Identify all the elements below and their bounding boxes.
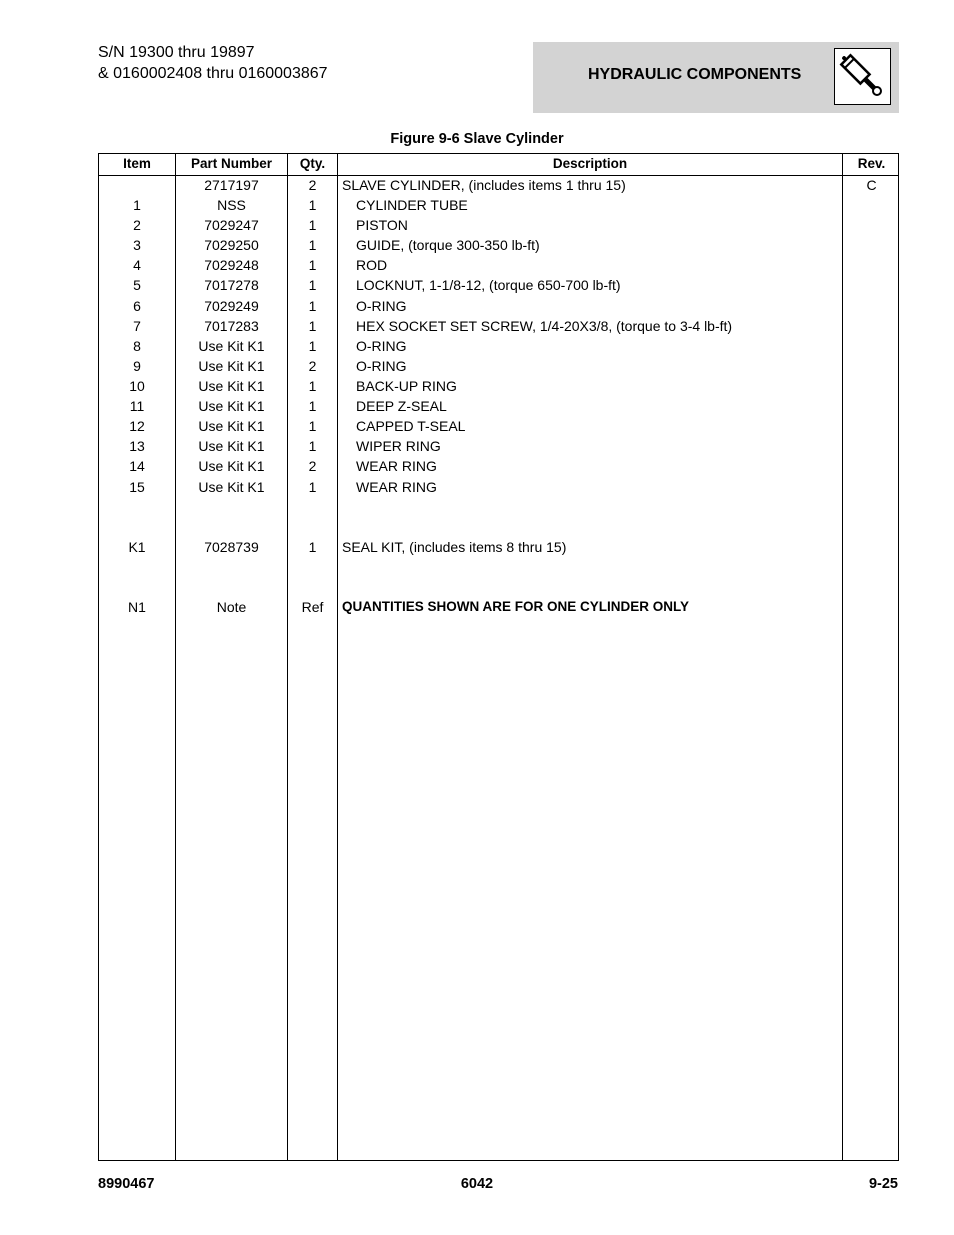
col-header-qty: Qty. bbox=[299, 156, 326, 171]
item-cell: 1 bbox=[133, 197, 141, 213]
col-header-description: Description bbox=[552, 156, 628, 171]
table-row bbox=[99, 196, 898, 216]
qty-cell: 1 bbox=[308, 398, 317, 414]
qty-cell: 1 bbox=[308, 338, 317, 354]
section-title: HYDRAULIC COMPONENTS bbox=[588, 66, 802, 83]
description-cell: O-RING bbox=[356, 298, 407, 314]
rev-cell: C bbox=[866, 177, 877, 193]
table-row bbox=[99, 256, 898, 276]
description-cell: ROD bbox=[356, 257, 388, 273]
description-cell: LOCKNUT, 1-1/8-12, (torque 650-700 lb-ft) bbox=[356, 277, 621, 293]
table-row bbox=[99, 417, 898, 437]
item-cell: 14 bbox=[129, 458, 145, 474]
col-header-item: Item bbox=[123, 156, 151, 171]
table-row bbox=[99, 397, 898, 417]
part-number-cell: 7029247 bbox=[204, 217, 259, 233]
qty-cell: 1 bbox=[308, 378, 317, 394]
table-row bbox=[99, 457, 898, 477]
description-cell: WIPER RING bbox=[356, 438, 441, 454]
qty-cell: 1 bbox=[308, 298, 317, 314]
qty-cell: 1 bbox=[308, 197, 317, 213]
table-row bbox=[99, 478, 898, 498]
description-cell: O-RING bbox=[356, 358, 407, 374]
item-cell: 11 bbox=[129, 398, 145, 414]
footer-model: 6042 bbox=[460, 1176, 494, 1192]
col-header-part-number: Part Number bbox=[190, 156, 273, 171]
table-row bbox=[99, 236, 898, 256]
qty-cell: 1 bbox=[308, 418, 317, 434]
description-cell: SLAVE CYLINDER, (includes items 1 thru 15) bbox=[342, 177, 626, 193]
item-cell: 7 bbox=[133, 318, 141, 334]
part-number-cell: 7017283 bbox=[204, 318, 259, 334]
description-cell: HEX SOCKET SET SCREW, 1/4-20X3/8, (torque to 3-4 lb-ft) bbox=[356, 318, 733, 334]
description-cell: SEAL KIT, (includes items 8 thru 15) bbox=[342, 539, 567, 555]
part-number-cell: Use Kit K1 bbox=[198, 398, 265, 414]
description-cell: WEAR RING bbox=[356, 458, 437, 474]
part-number-cell: 7017278 bbox=[204, 277, 259, 293]
section-banner bbox=[533, 42, 899, 113]
item-cell: 5 bbox=[133, 277, 141, 293]
qty-cell: 2 bbox=[308, 177, 317, 193]
qty-cell: 1 bbox=[308, 479, 317, 495]
qty-cell: 1 bbox=[308, 217, 317, 233]
description-cell: QUANTITIES SHOWN ARE FOR ONE CYLINDER ONLY bbox=[342, 599, 690, 614]
part-number-cell: Use Kit K1 bbox=[198, 378, 265, 394]
item-cell: 10 bbox=[129, 378, 145, 394]
description-cell: CYLINDER TUBE bbox=[356, 197, 468, 213]
table-row bbox=[99, 538, 898, 558]
description-cell: WEAR RING bbox=[356, 479, 437, 495]
part-number-cell: Use Kit K1 bbox=[198, 438, 265, 454]
item-cell: 4 bbox=[133, 257, 141, 273]
part-number-cell: 7029249 bbox=[204, 298, 259, 314]
description-cell: DEEP Z-SEAL bbox=[356, 398, 447, 414]
qty-cell: 2 bbox=[308, 358, 317, 374]
col-header-rev: Rev. bbox=[857, 156, 886, 171]
table-row bbox=[99, 357, 898, 377]
description-cell: BACK-UP RING bbox=[356, 378, 457, 394]
serial-range bbox=[98, 42, 328, 84]
part-number-cell: Use Kit K1 bbox=[198, 338, 265, 354]
item-cell: 9 bbox=[133, 358, 141, 374]
item-cell: 13 bbox=[129, 438, 145, 454]
description-cell: O-RING bbox=[356, 338, 407, 354]
table-row bbox=[99, 437, 898, 457]
figure-title: Figure 9-6 Slave Cylinder bbox=[390, 131, 564, 147]
item-cell: 8 bbox=[133, 338, 141, 354]
item-cell: 6 bbox=[133, 298, 141, 314]
description-cell: GUIDE, (torque 300-350 lb-ft) bbox=[356, 237, 540, 253]
description-cell: PISTON bbox=[356, 217, 408, 233]
table-row bbox=[99, 337, 898, 357]
parts-table bbox=[98, 153, 899, 1161]
table-row bbox=[99, 216, 898, 236]
qty-cell: 1 bbox=[308, 438, 317, 454]
table-row bbox=[99, 598, 898, 618]
table-row bbox=[99, 176, 898, 196]
table-row bbox=[99, 276, 898, 296]
part-number-cell: Use Kit K1 bbox=[198, 458, 265, 474]
qty-cell: 2 bbox=[308, 458, 317, 474]
part-number-cell: Use Kit K1 bbox=[198, 479, 265, 495]
part-number-cell: NSS bbox=[217, 197, 246, 213]
table-row bbox=[99, 297, 898, 317]
part-number-cell: 7029250 bbox=[204, 237, 259, 253]
table-row bbox=[99, 317, 898, 337]
item-cell: 15 bbox=[129, 479, 145, 495]
item-cell: N1 bbox=[128, 599, 146, 615]
qty-cell: 1 bbox=[308, 277, 317, 293]
part-number-cell: 7029248 bbox=[204, 257, 259, 273]
qty-cell: 1 bbox=[308, 539, 317, 555]
qty-cell: Ref bbox=[301, 599, 324, 615]
serial-line-2: & 0160002408 thru 0160003867 bbox=[98, 65, 328, 82]
qty-cell: 1 bbox=[308, 257, 317, 273]
part-number-cell: Note bbox=[216, 599, 247, 615]
description-cell: CAPPED T-SEAL bbox=[356, 418, 466, 434]
serial-line-1: S/N 19300 thru 19897 bbox=[98, 44, 255, 61]
hydraulic-cylinder-icon bbox=[834, 48, 891, 105]
footer-page-number: 9-25 bbox=[868, 1176, 898, 1192]
qty-cell: 1 bbox=[308, 318, 317, 334]
part-number-cell: Use Kit K1 bbox=[198, 418, 265, 434]
part-number-cell: Use Kit K1 bbox=[198, 358, 265, 374]
footer-doc-number: 8990467 bbox=[98, 1176, 155, 1192]
item-cell: 12 bbox=[129, 418, 145, 434]
part-number-cell: 2717197 bbox=[204, 177, 259, 193]
item-cell: 2 bbox=[133, 217, 141, 233]
qty-cell: 1 bbox=[308, 237, 317, 253]
part-number-cell: 7028739 bbox=[204, 539, 259, 555]
item-cell: 3 bbox=[133, 237, 141, 253]
table-row bbox=[99, 377, 898, 397]
item-cell: K1 bbox=[128, 539, 146, 555]
